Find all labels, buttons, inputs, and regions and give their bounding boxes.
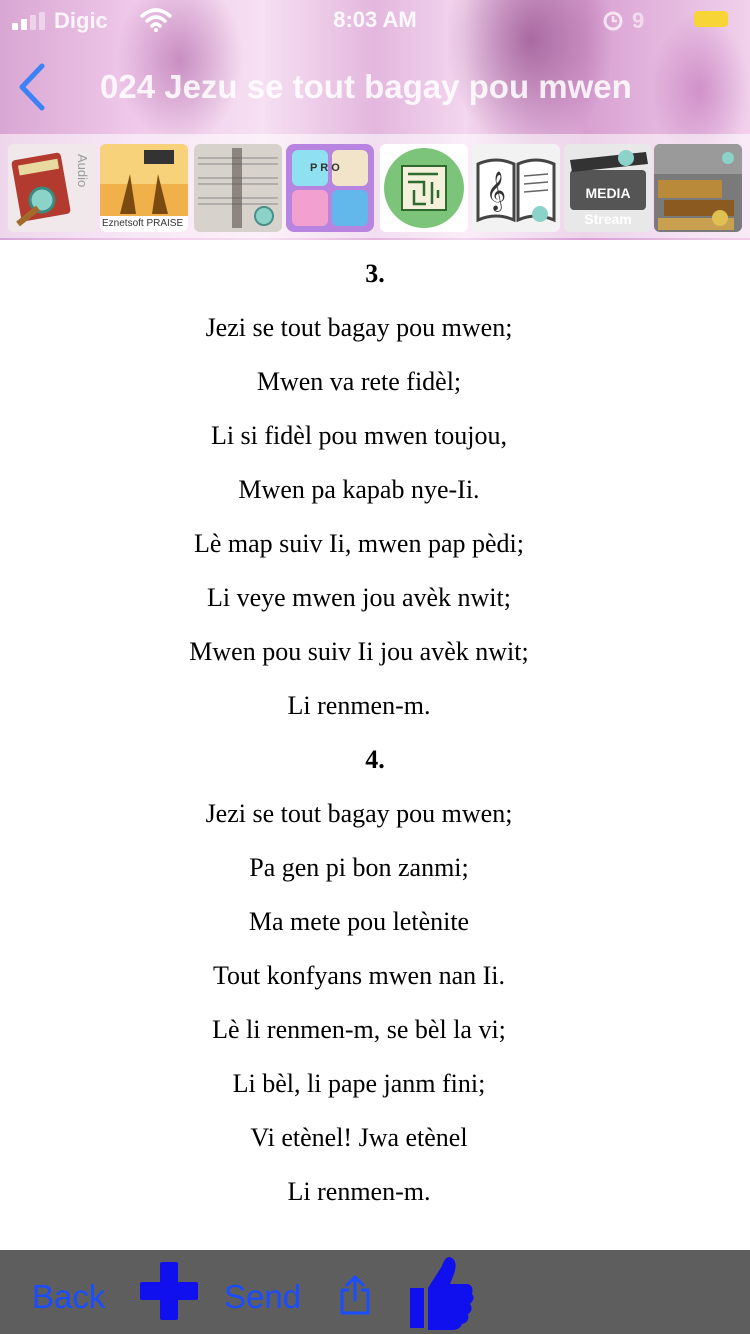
hymn-line: Li renmen-m. <box>287 691 431 720</box>
stanza-3 <box>0 244 750 730</box>
hymn-line: Ma mete pou letènite <box>248 907 470 936</box>
stanza-number: 3. <box>365 259 385 288</box>
stanza-4 <box>0 730 750 1216</box>
audio-label: Audio <box>75 154 90 188</box>
thumbs-up-icon[interactable] <box>406 1252 476 1332</box>
hymn-line: Jezi se tout bagay pou mwen; <box>205 313 513 342</box>
back-button[interactable]: Back <box>32 1278 106 1315</box>
alarm-lock-icon <box>602 10 624 32</box>
books-app-icon[interactable] <box>654 144 742 232</box>
status-time: 8:03 AM <box>333 7 417 32</box>
app-promo-strip <box>0 134 750 238</box>
puzzle-app-icon[interactable] <box>286 144 374 232</box>
hymn-line: Mwen pa kapab nye-Ii. <box>238 475 480 504</box>
audio-bible-free-app-icon[interactable] <box>8 144 96 232</box>
carrier-name: Digic <box>54 8 108 33</box>
hymn-line: Lè map suiv Ii, mwen pap pèdi; <box>194 529 524 558</box>
page-title: 024 Jezu se tout bagay pou mwen <box>100 68 632 105</box>
music-book-app-icon[interactable] <box>472 144 560 232</box>
battery-percent: 9 <box>632 8 645 33</box>
hymn-line: Tout konfyans mwen nan Ii. <box>212 961 506 990</box>
hymn-line: Jezi se tout bagay pou mwen; <box>205 799 513 828</box>
chevron-left-icon[interactable] <box>16 62 48 112</box>
sheet-music-app-icon[interactable] <box>194 144 282 232</box>
svg-text:𝄞: 𝄞 <box>486 171 507 211</box>
hymn-line: Mwen pou suiv Ii jou avèk nwit; <box>189 637 529 666</box>
send-button[interactable]: Send <box>224 1278 302 1315</box>
hymn-line: Li veye mwen jou avèk nwit; <box>207 583 511 612</box>
battery-icon <box>694 11 728 27</box>
hymn-line: Mwen va rete fidèl; <box>256 367 462 396</box>
navigation-bar <box>0 44 750 130</box>
stanza-number: 4. <box>365 745 385 774</box>
hymn-text <box>0 244 750 1234</box>
status-bar <box>0 0 750 40</box>
hymn-line: Lè li renmen-m, se bèl la vi; <box>212 1015 506 1044</box>
hymn-line: Li bèl, li pape janm fini; <box>232 1069 486 1098</box>
maze-app-icon[interactable] <box>380 144 468 232</box>
puzzle-app-label: P R O <box>310 162 340 174</box>
share-icon[interactable] <box>338 1274 372 1316</box>
praise-app-label: Eznetsoft PRAISE <box>102 218 184 229</box>
hymn-line: Vi etènel! Jwa etènel <box>250 1123 468 1152</box>
media-stream-label: MEDIA Stream <box>584 185 632 227</box>
plus-icon[interactable] <box>138 1260 200 1322</box>
eznetsoft-praise-app-icon[interactable] <box>100 144 188 232</box>
hymn-line: Pa gen pi bon zanmi; <box>249 853 469 882</box>
media-stream-app-icon[interactable] <box>564 144 652 232</box>
bottom-toolbar <box>0 1250 750 1334</box>
header <box>0 0 750 240</box>
hymn-line: Li si fidèl pou mwen toujou, <box>210 421 508 450</box>
hymn-line: Li renmen-m. <box>287 1177 431 1206</box>
